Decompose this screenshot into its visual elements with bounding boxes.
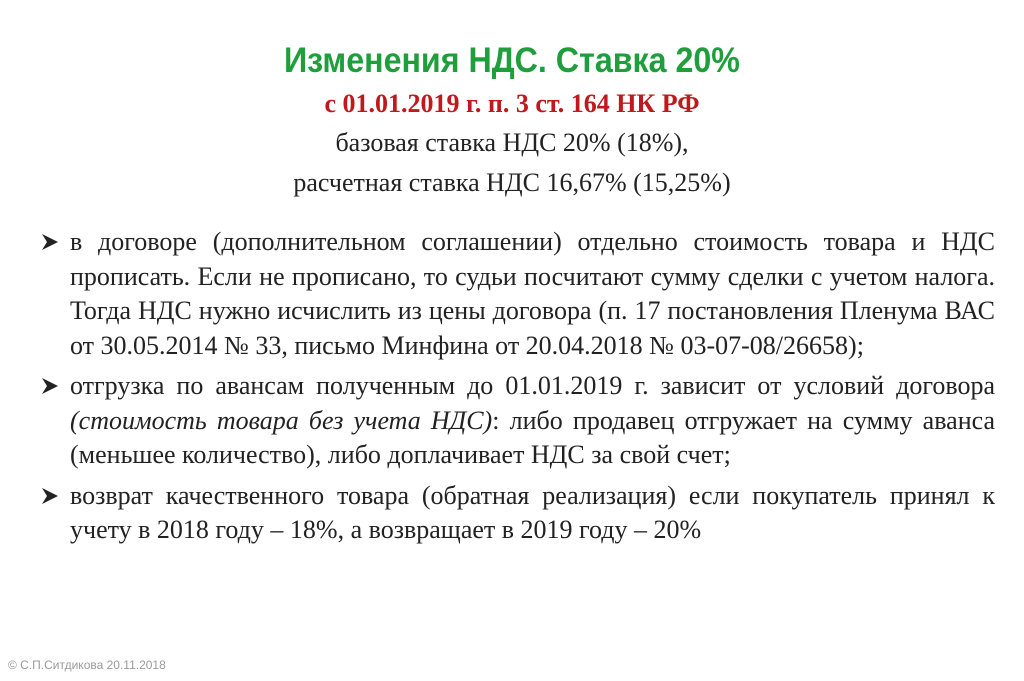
slide-subtitle: с 01.01.2019 г. п. 3 ст. 164 НК РФ bbox=[324, 89, 700, 118]
arrow-bullet-icon bbox=[40, 486, 60, 506]
bullet-item bbox=[40, 225, 995, 363]
bullet-text: отгрузка по авансам полученным до 01.01.2019 г. зависит от условий договора bbox=[70, 371, 995, 400]
copyright-footer: © С.П.Ситдикова 20.11.2018 bbox=[8, 658, 166, 672]
bullet-text: в договоре (дополнительном соглашении) отдельно стоимость товара и НДС прописать. Если не прописано, то судьи посчитают сумму сделки с учетом налога. Тогда НДС нужно исчислить из цены договора (п. 17 постановления Пленума ВАС от 30.05.2014 № 33, письмо Минфина от 20.04.2018 № 03-07-08/26658); bbox=[70, 227, 995, 360]
base-rate-line: базовая ставка НДС 20% (18%), bbox=[335, 128, 689, 157]
arrow-bullet-icon bbox=[40, 232, 60, 252]
slide-title: Изменения НДС. Ставка 20% bbox=[284, 41, 740, 80]
calc-rate-line: расчетная ставка НДС 16,67% (15,25%) bbox=[293, 168, 731, 197]
bullet-text-continued: : либо продавец отгружает на сумму аванса (меньшее количество), либо доплачивает НДС за свой счет; bbox=[70, 405, 996, 469]
bullet-item bbox=[40, 479, 995, 548]
bullet-item bbox=[40, 369, 995, 473]
bullet-text: возврат качественного товара (обратная реализация) если покупатель принял к учету в 2018 году – 18%, а возвращает в 2019 году – 20% bbox=[70, 480, 995, 544]
bullet-list bbox=[40, 225, 995, 554]
arrow-bullet-icon bbox=[40, 376, 60, 396]
bullet-italic-text: (стоимость товара без учета НДС) bbox=[70, 405, 493, 435]
